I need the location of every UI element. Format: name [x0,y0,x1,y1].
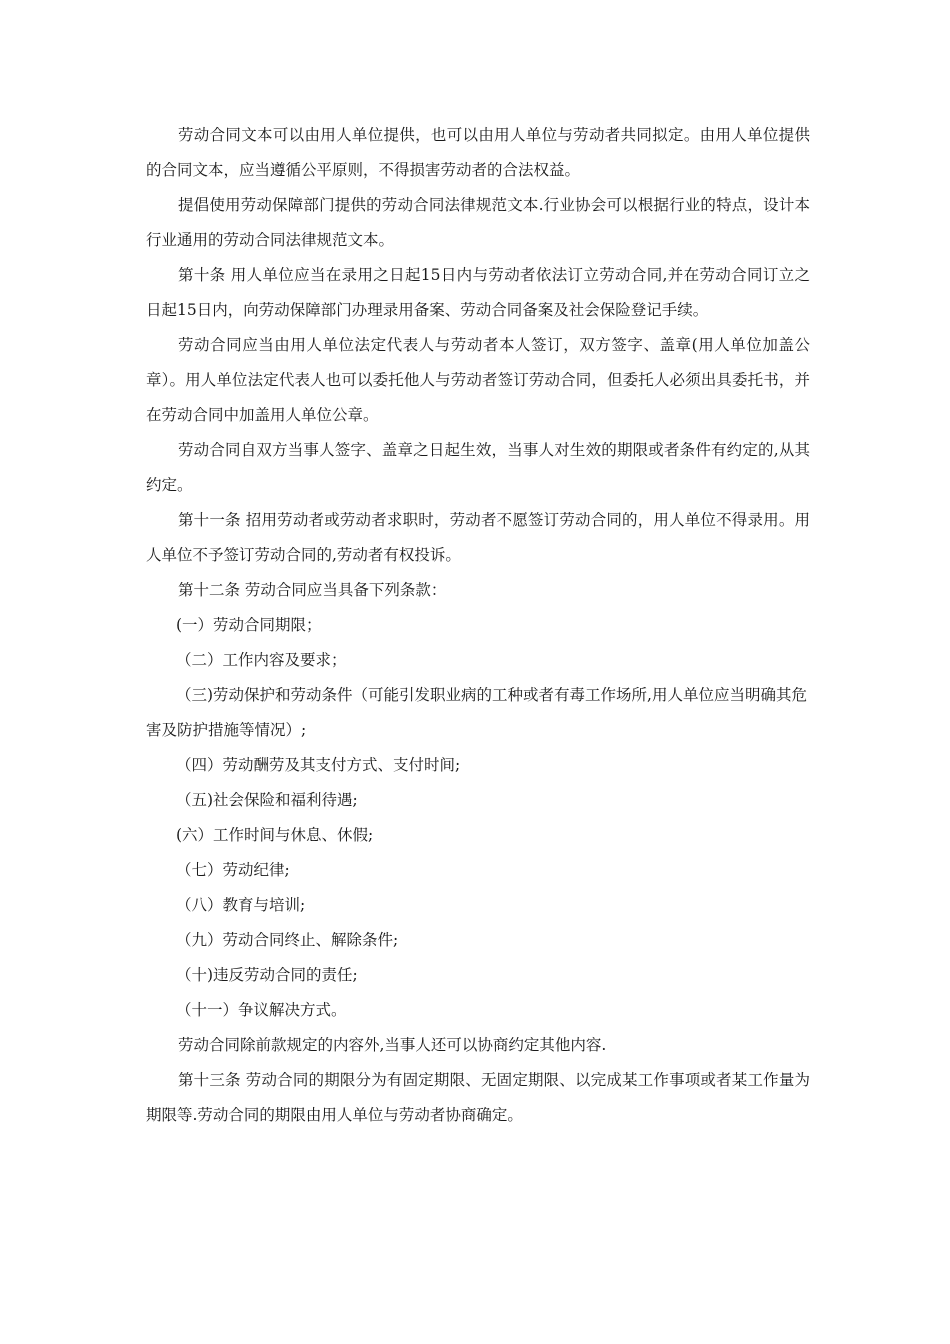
list-item: （八）教育与培训; [176,896,306,914]
list-item: (六）工作时间与休息、休假; [176,826,374,844]
paragraph: 提倡使用劳动保障部门提供的劳动合同法律规范文本.行业协会可以根据行业的特点，设计本行业通用的劳动合同法律规范文本。 [146,196,810,249]
document-body [146,118,810,1133]
list-item: （三)劳动保护和劳动条件（可能引发职业病的工种或者有毒工作场所,用人单位应当明确其危害及防护措施等情况）; [146,686,807,739]
list-item: （十一）争议解决方式。 [176,1001,347,1019]
list-item: （四）劳动酬劳及其支付方式、支付时间; [176,756,461,774]
paragraph: 劳动合同除前款规定的内容外,当事人还可以协商约定其他内容. [178,1036,607,1054]
list-item: （二）工作内容及要求； [176,651,347,669]
article-13-paragraph: 第十三条 劳动合同的期限分为有固定期限、无固定期限、以完成某工作事项或者某工作量为期限等.劳动合同的期限由用人单位与劳动者协商确定。 [146,1071,810,1124]
article-12-paragraph: 第十二条 劳动合同应当具备下列条款： [178,581,447,599]
list-item: （七）劳动纪律; [176,861,290,879]
list-item: (一）劳动合同期限； [176,616,322,634]
paragraph: 劳动合同应当由用人单位法定代表人与劳动者本人签订，双方签字、盖章(用人单位加盖公章）。用人单位法定代表人也可以委托他人与劳动者签订劳动合同，但委托人必须出具委托书，并在劳动合同中加盖用人单位公章。 [146,336,810,424]
list-item: （五)社会保险和福利待遇; [176,791,358,809]
article-10-paragraph: 第十条 用人单位应当在录用之日起15日内与劳动者依法订立劳动合同,并在劳动合同订立之日起15日内，向劳动保障部门办理录用备案、劳动合同备案及社会保险登记手续。 [146,266,810,319]
list-item: （九）劳动合同终止、解除条件; [176,931,399,949]
article-11-paragraph: 第十一条 招用劳动者或劳动者求职时，劳动者不愿签订劳动合同的，用人单位不得录用。用人单位不予签订劳动合同的,劳动者有权投诉。 [146,511,810,564]
paragraph: 劳动合同文本可以由用人单位提供，也可以由用人单位与劳动者共同拟定。由用人单位提供的合同文本，应当遵循公平原则，不得损害劳动者的合法权益。 [146,126,810,179]
list-item: （十)违反劳动合同的责任; [176,966,358,984]
paragraph: 劳动合同自双方当事人签字、盖章之日起生效，当事人对生效的期限或者条件有约定的,从其约定。 [146,441,810,494]
